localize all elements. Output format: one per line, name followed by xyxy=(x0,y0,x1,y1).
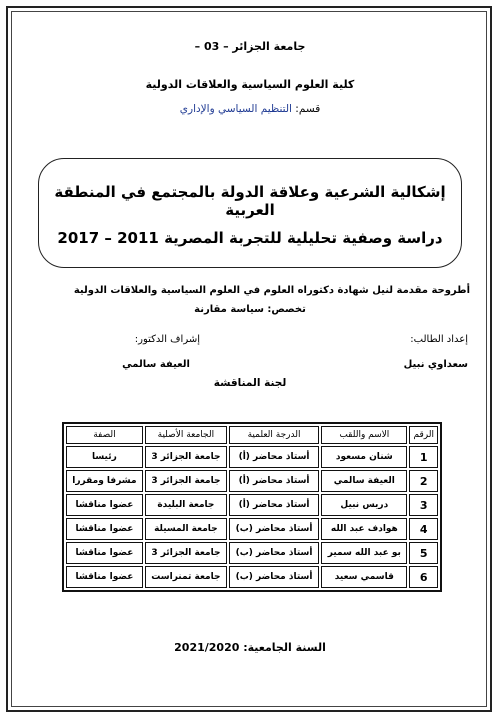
table-row xyxy=(66,542,438,564)
cell-university: جامعة الجزائر 3 xyxy=(145,542,227,564)
cell-rank: أستاذ محاضر (ب) xyxy=(229,518,319,540)
cell-university: جامعة البليدة xyxy=(145,494,227,516)
student-label: إعداد الطالب: xyxy=(410,334,468,345)
supervisor-name: العيفة سالمي xyxy=(122,359,190,370)
cell-university: جامعة المسيلة xyxy=(145,518,227,540)
thesis-description: أطروحة مقدمة لنيل شهادة دكتوراه العلوم في العلوم السياسية والعلاقات الدولية xyxy=(73,285,470,296)
thesis-specialty: تخصص: سياسة مقارنة xyxy=(194,304,306,315)
cell-name: هوادف عبد الله xyxy=(321,518,407,540)
cell-role: مشرفا ومقررا xyxy=(66,470,143,492)
header-number: الرقم xyxy=(409,426,438,444)
cell-name: قاسمي سعيد xyxy=(321,566,407,588)
table-row xyxy=(66,518,438,540)
cell-number: 5 xyxy=(409,542,438,564)
table-row xyxy=(66,494,438,516)
cell-role: عضوا مناقشا xyxy=(66,566,143,588)
cell-rank: أستاذ محاضر (أ) xyxy=(229,494,319,516)
table-row xyxy=(66,446,438,468)
cell-rank: أستاذ محاضر (أ) xyxy=(229,446,319,468)
header-role: الصفة xyxy=(66,426,143,444)
academic-year: السنة الجامعية: 2021/2020 xyxy=(174,641,326,654)
cell-role: عضوا مناقشا xyxy=(66,494,143,516)
jury-table xyxy=(62,422,442,592)
committee-title: لجنة المناقشة xyxy=(213,377,287,389)
header-name: الاسم واللقب xyxy=(321,426,407,444)
cell-number: 2 xyxy=(409,470,438,492)
cell-number: 1 xyxy=(409,446,438,468)
cell-role: عضوا مناقشا xyxy=(66,542,143,564)
cell-number: 4 xyxy=(409,518,438,540)
cell-university: جامعة تمنراست xyxy=(145,566,227,588)
cell-university: جامعة الجزائر 3 xyxy=(145,470,227,492)
cell-rank: أستاذ محاضر (ب) xyxy=(229,566,319,588)
thesis-title-line1: إشكالية الشرعية وعلاقة الدولة بالمجتمع في المنطقة العربية xyxy=(54,183,446,219)
cell-name: دريس نبيل xyxy=(321,494,407,516)
thesis-title-box xyxy=(38,158,462,268)
jury-table-header-row xyxy=(66,426,438,444)
cell-university: جامعة الجزائر 3 xyxy=(145,446,227,468)
supervisor-label: إشراف الدكتور: xyxy=(134,334,200,345)
cell-number: 6 xyxy=(409,566,438,588)
cell-rank: أستاذ محاضر (ب) xyxy=(229,542,319,564)
table-row xyxy=(66,566,438,588)
student-name: سعداوي نبيل xyxy=(403,359,468,370)
faculty-name: كلية العلوم السياسية والعلاقات الدولية xyxy=(145,78,355,91)
department-label: قسم: xyxy=(295,103,321,115)
cell-name: بو عبد الله سمير xyxy=(321,542,407,564)
university-name: جامعة الجزائر – 03 – xyxy=(194,40,306,53)
cell-role: عضوا مناقشا xyxy=(66,518,143,540)
header-university: الجامعة الأصلية xyxy=(145,426,227,444)
department-name: التنظيم السياسي والإداري xyxy=(179,103,292,115)
cell-name: شنان مسعود xyxy=(321,446,407,468)
table-row xyxy=(66,470,438,492)
cell-role: رئيسا xyxy=(66,446,143,468)
header-rank: الدرجة العلمية xyxy=(229,426,319,444)
thesis-title-line2: دراسة وصفية تحليلية للتجربة المصرية 2011 – 2017 xyxy=(57,229,443,247)
cell-name: العيفة سالمي xyxy=(321,470,407,492)
department xyxy=(0,103,500,115)
cell-number: 3 xyxy=(409,494,438,516)
cell-rank: أستاذ محاضر (أ) xyxy=(229,470,319,492)
